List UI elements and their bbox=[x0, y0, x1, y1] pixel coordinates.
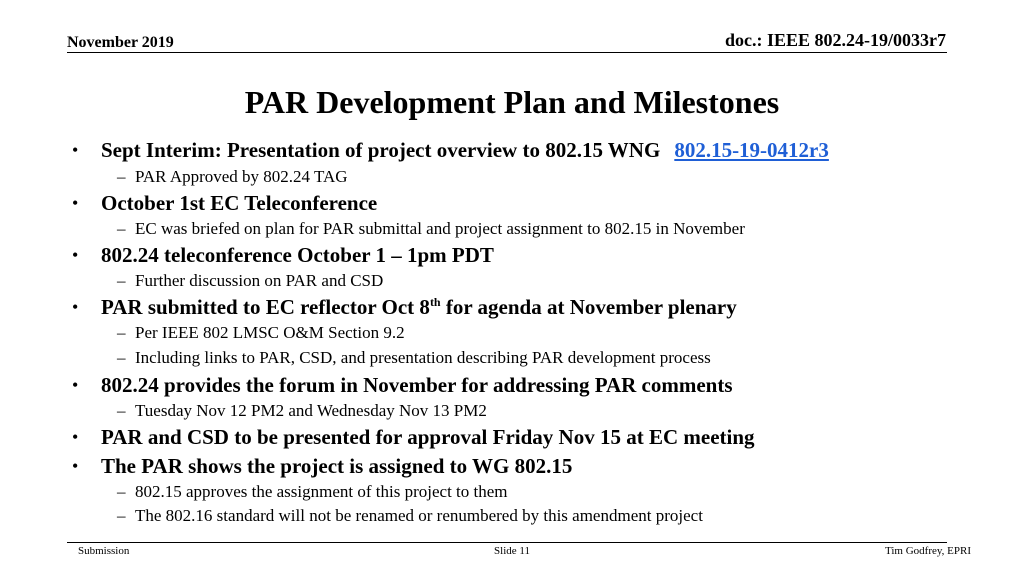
dash-marker: – bbox=[117, 271, 126, 290]
footer-left: Submission bbox=[78, 545, 130, 557]
dash-marker: – bbox=[117, 506, 126, 525]
sub-bullet-item: EC was briefed on plan for PAR submittal and project assignment to 802.15 in November bbox=[135, 219, 745, 238]
footer-author: Tim Godfrey, EPRI bbox=[885, 545, 971, 557]
bullet-text-end: for agenda at November plenary bbox=[440, 295, 737, 319]
sub-bullet-item: 802.15 approves the assignment of this project to them bbox=[135, 482, 508, 501]
dash-marker: – bbox=[117, 401, 126, 420]
bullet-marker: • bbox=[72, 375, 79, 395]
sub-bullet-item: PAR Approved by 802.24 TAG bbox=[135, 167, 348, 186]
bullet-marker: • bbox=[72, 297, 79, 317]
bullet-item: The PAR shows the project is assigned to WG 802.15 bbox=[101, 454, 573, 478]
bullet-item bbox=[101, 137, 829, 163]
document-link[interactable]: 802.15-19-0412r3 bbox=[674, 138, 829, 162]
bullet-marker: • bbox=[72, 427, 79, 447]
sub-bullet-item: The 802.16 standard will not be renamed or renumbered by this amendment project bbox=[135, 506, 703, 525]
sub-bullet-item: Including links to PAR, CSD, and presentation describing PAR development process bbox=[135, 348, 711, 367]
bullet-item: 802.24 teleconference October 1 – 1pm PDT bbox=[101, 243, 494, 267]
bullet-marker: • bbox=[72, 193, 79, 213]
bullet-item: October 1st EC Teleconference bbox=[101, 191, 378, 215]
header-date: November 2019 bbox=[67, 34, 174, 51]
dash-marker: – bbox=[117, 323, 126, 342]
bullet-marker: • bbox=[72, 245, 79, 265]
footer-divider bbox=[67, 542, 947, 543]
bullet-item: PAR and CSD to be presented for approval Friday Nov 15 at EC meeting bbox=[101, 425, 755, 449]
dash-marker: – bbox=[117, 348, 126, 367]
bullet-marker: • bbox=[72, 456, 79, 476]
bullet-text: Sept Interim: Presentation of project overview to 802.15 WNG bbox=[101, 138, 661, 162]
bullet-item bbox=[101, 294, 737, 320]
dash-marker: – bbox=[117, 482, 126, 501]
header-doc-id: doc.: IEEE 802.24-19/0033r7 bbox=[724, 30, 946, 50]
sub-bullet-item: Tuesday Nov 12 PM2 and Wednesday Nov 13 PM2 bbox=[135, 401, 487, 420]
slide-title: PAR Development Plan and Milestones bbox=[244, 84, 780, 120]
bullet-text-start: PAR submitted to EC reflector Oct 8 bbox=[101, 295, 430, 319]
ordinal-suffix: th bbox=[429, 295, 441, 309]
sub-bullet-item: Per IEEE 802 LMSC O&M Section 9.2 bbox=[135, 323, 405, 342]
slide-number: Slide 11 bbox=[494, 545, 530, 557]
dash-marker: – bbox=[117, 167, 126, 186]
sub-bullet-item: Further discussion on PAR and CSD bbox=[135, 271, 384, 290]
bullet-marker: • bbox=[72, 140, 79, 160]
bullet-item: 802.24 provides the forum in November for addressing PAR comments bbox=[101, 373, 733, 397]
dash-marker: – bbox=[117, 219, 126, 238]
